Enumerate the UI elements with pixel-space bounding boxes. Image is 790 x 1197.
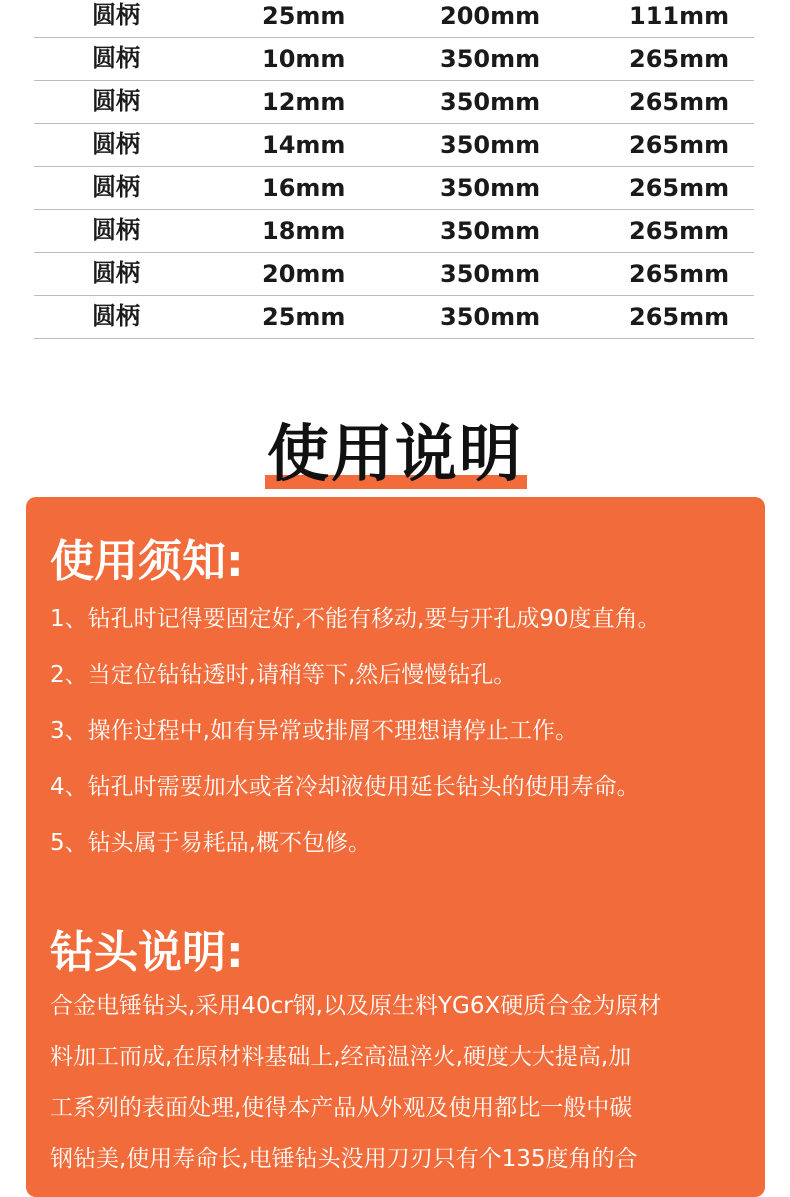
usage-info-panel [26,497,765,1197]
working-length-cell: 265mm [629,88,730,116]
working-length-cell: 265mm [629,131,730,159]
table-row [34,81,754,124]
table-row [34,38,754,81]
diameter-cell: 25mm [262,303,346,331]
spec-table [34,0,754,339]
shank-type-cell: 圆柄 [92,173,140,201]
total-length-cell: 350mm [440,88,541,116]
shank-type-cell: 圆柄 [92,44,140,72]
working-length-cell: 265mm [629,45,730,73]
table-row [34,0,754,38]
total-length-cell: 350mm [440,131,541,159]
shank-type-cell: 圆柄 [92,1,140,29]
page-title: 使用说明 [266,417,523,490]
notice-item: 2、当定位钻钻透时,请稍等下,然后慢慢钻孔。 [50,662,517,688]
diameter-cell: 25mm [262,2,346,30]
diameter-cell: 14mm [262,131,346,159]
working-length-cell: 265mm [629,260,730,288]
drill-desc-line: 工系列的表面处理,使得本产品从外观及使用都比一般中碳 [50,1095,633,1121]
diameter-cell: 16mm [262,174,346,202]
table-row [34,296,754,339]
drill-desc-line: 合金电锤钻头,采用40cr钢,以及原生料YG6X硬质合金为原材 [50,993,662,1019]
notice-item: 3、操作过程中,如有异常或排屑不理想请停止工作。 [50,718,578,744]
table-row [34,210,754,253]
total-length-cell: 350mm [440,303,541,331]
working-length-cell: 265mm [629,174,730,202]
total-length-cell: 350mm [440,174,541,202]
drill-desc-line: 钢钻美,使用寿命长,电锤钻头没用刀刃只有个135度角的合 [50,1146,638,1172]
total-length-cell: 350mm [440,260,541,288]
shank-type-cell: 圆柄 [92,259,140,287]
shank-type-cell: 圆柄 [92,130,140,158]
working-length-cell: 265mm [629,303,730,331]
diameter-cell: 12mm [262,88,346,116]
working-length-cell: 265mm [629,217,730,245]
usage-section-title [0,404,790,493]
notice-heading: 使用须知: [50,536,244,587]
total-length-cell: 350mm [440,45,541,73]
diameter-cell: 20mm [262,260,346,288]
diameter-cell: 10mm [262,45,346,73]
shank-type-cell: 圆柄 [92,216,140,244]
notice-item: 5、钻头属于易耗品,概不包修。 [50,830,371,856]
table-row [34,167,754,210]
table-row [34,253,754,296]
working-length-cell: 111mm [629,2,730,30]
drill-desc-heading: 钻头说明: [50,927,244,978]
diameter-cell: 18mm [262,217,346,245]
total-length-cell: 350mm [440,217,541,245]
notice-item: 4、钻孔时需要加水或者冷却液使用延长钻头的使用寿命。 [50,774,640,800]
drill-desc-line: 料加工而成,在原材料基础上,经高温淬火,硬度大大提高,加 [50,1044,632,1070]
shank-type-cell: 圆柄 [92,87,140,115]
title-wrap [267,404,523,493]
shank-type-cell: 圆柄 [92,302,140,330]
table-row [34,124,754,167]
notice-item: 1、钻孔时记得要固定好,不能有移动,要与开孔成90度直角。 [50,606,661,632]
total-length-cell: 200mm [440,2,541,30]
